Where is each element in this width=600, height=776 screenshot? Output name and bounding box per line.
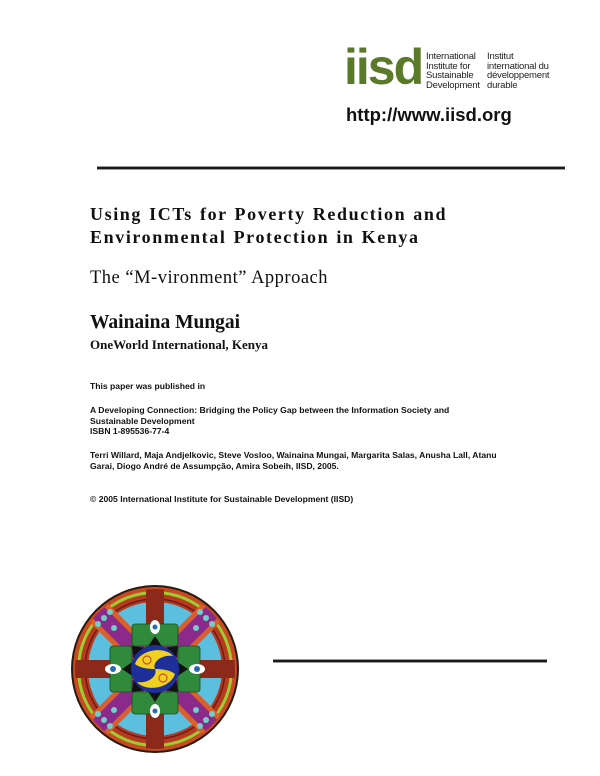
authors-line: Terri Willard, Maja Andjelkovic, Steve Vosloo, Wainaina Mungai, Margarita Salas, Anusha Lall, Atanu [90, 450, 497, 460]
document-title [90, 203, 447, 249]
logo-fr-line: durable [487, 79, 518, 91]
document-subtitle: The “M-vironment” Approach [90, 268, 329, 288]
book-title-line: Sustainable Development [90, 415, 195, 426]
logo-en-line: International [426, 51, 476, 62]
book-title-line: A Developing Connection: Bridging the Policy Gap between the Information Society and [90, 405, 450, 415]
book-authors [90, 450, 560, 471]
published-in-label: This paper was published in [90, 381, 206, 391]
isbn: ISBN 1-895536-77-4 [90, 426, 170, 436]
iisd-logo-english-name [426, 52, 480, 90]
logo-en-line: Institute for [426, 60, 471, 72]
iisd-logo-mark: iisd [344, 39, 423, 95]
logo-fr-line: développement [487, 70, 550, 82]
author-name: Wainaina Mungai [90, 312, 241, 333]
mandala-emblem-icon [70, 584, 240, 754]
authors-line: Garai, Diogo André de Assumpção, Amira Sobeih, IISD, 2005. [90, 460, 339, 471]
logo-en-line: Sustainable [426, 70, 474, 82]
copyright-notice: © 2005 International Institute for Sustainable Development (IISD) [90, 494, 354, 504]
logo-fr-line: Institut [487, 51, 514, 62]
bottom-divider [273, 659, 547, 663]
title-line: Environmental Protection in Kenya [90, 227, 420, 247]
book-citation [90, 405, 560, 437]
logo-fr-line: international du [487, 60, 549, 72]
iisd-url-link[interactable]: http://www.iisd.org [346, 104, 512, 125]
iisd-logo-french-name [487, 52, 549, 90]
author-affiliation: OneWorld International, Kenya [90, 337, 269, 352]
title-line: Using ICTs for Poverty Reduction and [90, 204, 448, 224]
logo-en-line: Development [426, 79, 480, 91]
top-divider [97, 166, 565, 170]
